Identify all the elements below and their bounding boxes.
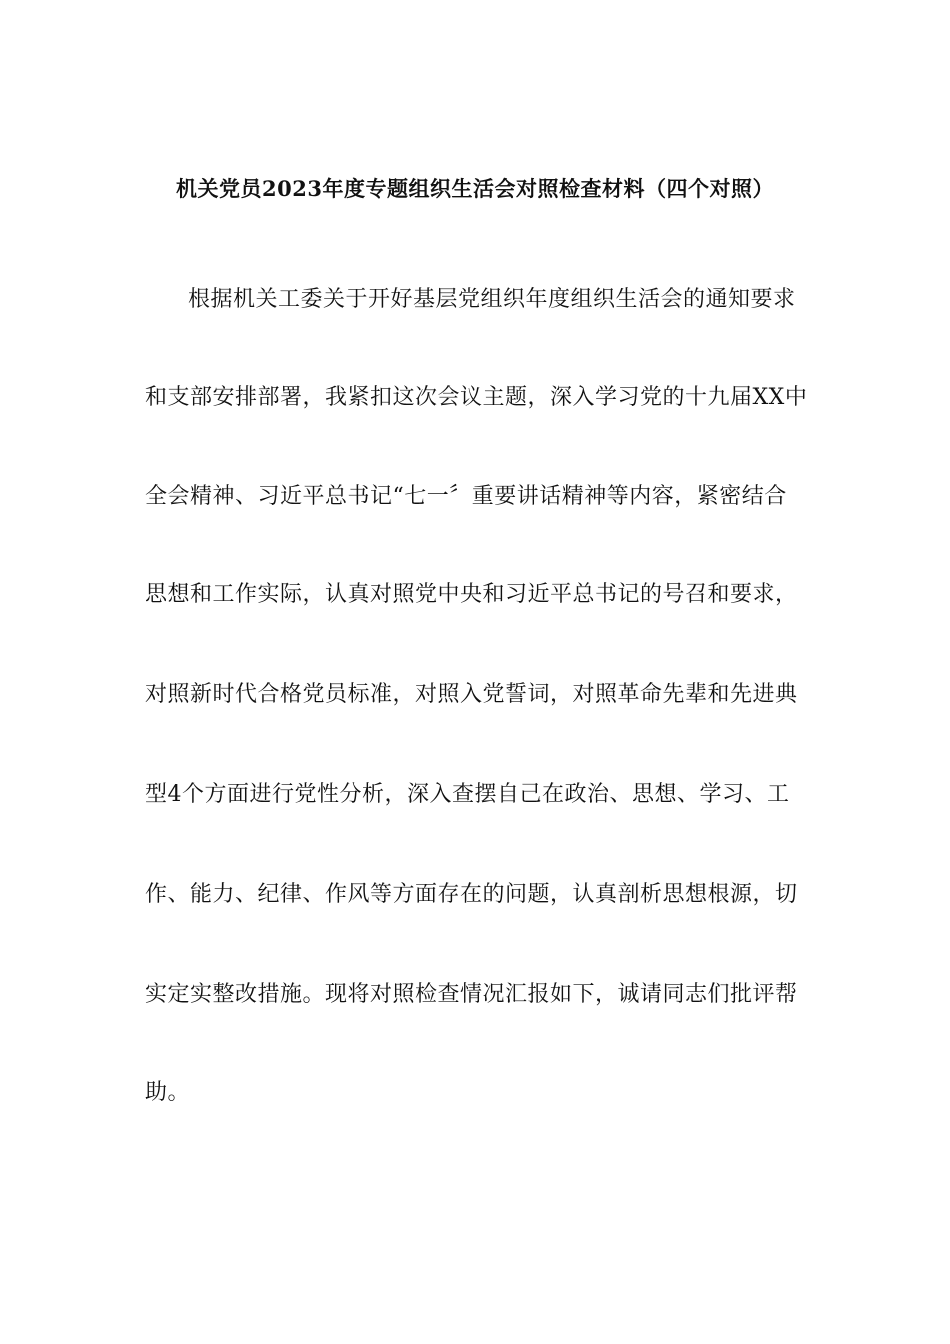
paragraph-line-2: 和支部安排部署，我紧扣这次会议主题，深入学习党的十九届XX中 — [145, 385, 808, 410]
paragraph-line-8: 实定实整改措施。现将对照检查情况汇报如下，诚请同志们批评帮 — [145, 982, 798, 1007]
document-title: 机关党员2023年度专题组织生活会对照检查材料（四个对照） — [176, 176, 774, 201]
paragraph-line-4: 思想和工作实际，认真对照党中央和习近平总书记的号召和要求， — [145, 582, 798, 607]
paragraph-line-5: 对照新时代合格党员标准，对照入党誓词，对照革命先辈和先进典 — [145, 682, 798, 707]
paragraph-line-6: 型4个方面进行党性分析，深入查摆自己在政治、思想、学习、工 — [145, 782, 790, 807]
paragraph-line-9: 助。 — [145, 1080, 191, 1105]
paragraph-line-7: 作、能力、纪律、作风等方面存在的问题，认真剖析思想根源，切 — [145, 882, 798, 907]
paragraph-line-3: 全会精神、习近平总书记“七一〞重要讲话精神等内容，紧密结合 — [145, 484, 787, 509]
paragraph-line-1: 根据机关工委关于开好基层党组织年度组织生活会的通知要求 — [188, 287, 796, 312]
